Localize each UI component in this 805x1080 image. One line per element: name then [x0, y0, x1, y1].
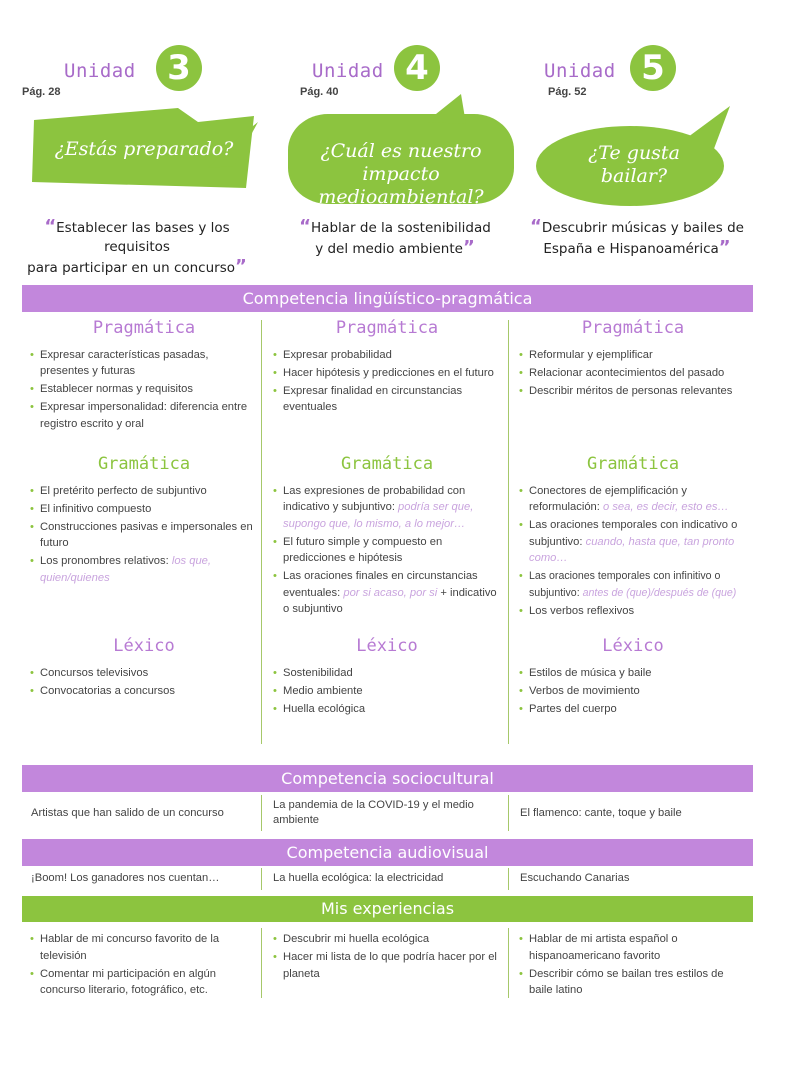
gramatica-title: Gramática — [340, 454, 434, 474]
ling-column-unit-5 — [519, 320, 747, 401]
pragmatica-list — [519, 347, 747, 400]
quote-line: Establecer las bases y los requisitos — [56, 220, 230, 255]
page-reference: Pág. 40 — [300, 86, 339, 98]
list-item: • Expresar finalidad en circunstancias eventuales — [273, 383, 501, 416]
list-item: • Establecer normas y requisitos — [30, 381, 258, 398]
unit-number-badge: 3 — [156, 45, 202, 91]
ling-column-unit-3-gramatica — [30, 456, 258, 588]
experiences-column-unit-4 — [273, 931, 501, 984]
lexico-title: Léxico — [356, 636, 418, 656]
list-item: • Las oraciones finales en circunstancias eventuales: por si acaso, por si + indicativo o subjuntivo — [273, 568, 501, 618]
experiences-column-unit-5 — [519, 931, 747, 1000]
list-item: • Describir méritos de personas relevantes — [519, 383, 747, 400]
list-item: • Expresar impersonalidad: diferencia entre registro escrito y oral — [30, 399, 258, 432]
unit-5-header — [516, 0, 766, 270]
experiences-column-unit-3 — [30, 931, 258, 1000]
ling-column-unit-5-gramatica — [519, 456, 747, 621]
socio-cell-unit-4: La pandemia de la COVID-19 y el medio ambiente — [273, 799, 474, 826]
quote-line: Hablar de la sostenibilidad — [311, 220, 491, 236]
list-item: • Concursos televisivos — [30, 665, 258, 682]
ling-column-unit-4-gramatica — [273, 456, 501, 619]
gramatica-title: Gramática — [97, 454, 191, 474]
list-item: • Relacionar acontecimientos del pasado — [519, 365, 747, 382]
list-item: • Estilos de música y baile — [519, 665, 747, 682]
ling-column-unit-5-lexico — [519, 638, 747, 719]
lexico-title: Léxico — [602, 636, 664, 656]
list-item: • Expresar probabilidad — [273, 347, 501, 364]
gramatica-title: Gramática — [586, 454, 680, 474]
column-divider — [508, 795, 509, 831]
list-item: • Expresar características pasadas, presentes y futuras — [30, 347, 258, 380]
unit-label: Unidad — [544, 60, 616, 82]
close-quote-icon: ” — [462, 237, 475, 258]
audio-cell-unit-5: Escuchando Canarias — [520, 872, 630, 884]
list-item: • Medio ambiente — [273, 683, 501, 700]
list-item: • Partes del cuerpo — [519, 701, 747, 718]
list-item: • Huella ecológica — [273, 701, 501, 718]
list-item: • El futuro simple y compuesto en predicciones e hipótesis — [273, 534, 501, 567]
unit-title-banner — [286, 94, 516, 206]
ling-column-unit-4-lexico — [273, 638, 501, 719]
column-divider — [261, 795, 262, 831]
pragmatica-list — [30, 347, 258, 433]
lexico-list — [30, 665, 258, 700]
list-item: • Descubrir mi huella ecológica — [273, 931, 501, 948]
column-divider — [508, 928, 509, 998]
section-header-audiovisual: Competencia audiovisual — [22, 839, 753, 866]
list-item: • Las oraciones temporales con infinitivo o subjuntivo: antes de (que)/después de (que) — [519, 568, 747, 601]
list-item: • El infinitivo compuesto — [30, 501, 258, 518]
close-quote-icon: ” — [718, 237, 731, 258]
list-item: • Las expresiones de probabilidad con indicativo y subjuntivo: podría ser que, supongo que, lo mismo, a lo mejor… — [273, 483, 501, 533]
ling-column-unit-3 — [30, 320, 258, 434]
unit-title-line: impacto medioambiental? — [318, 163, 484, 208]
open-quote-icon: “ — [44, 216, 57, 237]
column-divider — [261, 868, 262, 890]
pragmatica-list — [273, 347, 501, 416]
experiences-list — [273, 931, 501, 982]
page-reference: Pág. 28 — [22, 86, 61, 98]
gramatica-list — [30, 483, 258, 587]
column-divider — [261, 320, 262, 744]
list-item: • Hablar de mi artista español o hispanoamericano favorito — [519, 931, 747, 964]
audio-cell-unit-4: La huella ecológica: la electricidad — [273, 872, 444, 884]
quote-line: y del medio ambiente — [315, 241, 463, 257]
unit-objective-quote — [270, 217, 520, 259]
list-item: • Convocatorias a concursos — [30, 683, 258, 700]
unit-label: Unidad — [64, 60, 136, 82]
lexico-title: Léxico — [113, 636, 175, 656]
gramatica-list — [519, 483, 747, 620]
lexico-list — [273, 665, 501, 718]
quote-line: para participar en un concurso — [27, 260, 236, 276]
column-divider — [508, 868, 509, 890]
section-header-sociocultural: Competencia sociocultural — [22, 765, 753, 792]
unit-number-badge: 4 — [394, 45, 440, 91]
list-item: • Reformular y ejemplificar — [519, 347, 747, 364]
list-item: • El pretérito perfecto de subjuntivo — [30, 483, 258, 500]
lexico-list — [519, 665, 747, 718]
audio-cell-unit-3: ¡Boom! Los ganadores nos cuentan… — [31, 872, 220, 884]
experiences-list — [30, 931, 258, 999]
open-quote-icon: “ — [299, 216, 312, 237]
list-item: • Describir cómo se bailan tres estilos de baile latino — [519, 966, 747, 999]
unit-objective-quote — [12, 217, 262, 278]
section-header-experiences: Mis experiencias — [22, 896, 753, 922]
list-item: • Verbos de movimiento — [519, 683, 747, 700]
list-item: • Los verbos reflexivos — [519, 603, 747, 620]
unit-label: Unidad — [312, 60, 384, 82]
unit-title-banner — [534, 104, 734, 208]
list-item: • Los pronombres relativos: los que, quien/quienes — [30, 553, 258, 586]
pragmatica-title: Pragmática — [581, 318, 685, 338]
close-quote-icon: ” — [235, 256, 247, 277]
ling-column-unit-3-lexico — [30, 638, 258, 701]
list-item: • Hablar de mi concurso favorito de la televisión — [30, 931, 258, 964]
list-item: • Hacer hipótesis y predicciones en el futuro — [273, 365, 501, 382]
quote-line: España e Hispanoamérica — [543, 241, 719, 257]
experiences-list — [519, 931, 747, 999]
socio-cell-unit-5: El flamenco: cante, toque y baile — [520, 807, 682, 819]
ling-column-unit-4 — [273, 320, 501, 417]
unit-title-line: ¿Estás preparado? — [54, 138, 234, 160]
unit-objective-quote — [512, 217, 762, 259]
unit-3-header — [12, 0, 262, 277]
unit-title-banner — [28, 108, 260, 194]
unit-title-line: ¿Te gusta — [588, 142, 680, 164]
list-item: • Comentar mi participación en algún concurso literario, fotográfico, etc. — [30, 966, 258, 999]
gramatica-list — [273, 483, 501, 618]
column-divider — [508, 320, 509, 744]
list-item: • Construcciones pasivas e impersonales en futuro — [30, 519, 258, 552]
unit-number-badge: 5 — [630, 45, 676, 91]
list-item: • Hacer mi lista de lo que podría hacer por el planeta — [273, 949, 501, 982]
page-reference: Pág. 52 — [548, 86, 587, 98]
unit-4-header — [276, 0, 526, 270]
list-item: • Sostenibilidad — [273, 665, 501, 682]
open-quote-icon: “ — [530, 216, 542, 237]
unit-title-line: ¿Cuál es nuestro — [320, 140, 482, 162]
pragmatica-title: Pragmática — [92, 318, 196, 338]
column-divider — [261, 928, 262, 998]
socio-cell-unit-3: Artistas que han salido de un concurso — [31, 807, 224, 819]
quote-line: Descubrir músicas y bailes de — [541, 220, 744, 236]
list-item: • Conectores de ejemplificación y reformulación: o sea, es decir, esto es… — [519, 483, 747, 516]
list-item: • Las oraciones temporales con indicativo o subjuntivo: cuando, hasta que, tan pronto como… — [519, 517, 747, 567]
pragmatica-title: Pragmática — [335, 318, 439, 338]
section-header-linguistic: Competencia lingüístico-pragmática — [22, 285, 753, 312]
unit-title-line: bailar? — [600, 165, 668, 187]
